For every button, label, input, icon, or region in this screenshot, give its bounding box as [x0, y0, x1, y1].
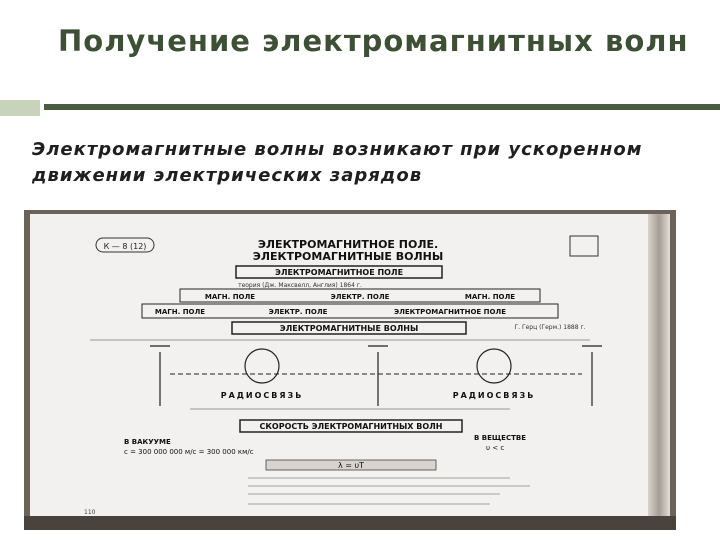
medium-label: В ВЕЩЕСТВЕ — [474, 434, 526, 442]
antenna-right — [582, 346, 602, 406]
title-divider-line — [44, 104, 720, 110]
antenna-middle — [368, 346, 388, 406]
vacuum-label: В ВАКУУМЕ — [124, 438, 171, 446]
diagram-header-line1: ЭЛЕКТРОМАГНИТНОЕ ПОЛЕ. — [257, 238, 439, 251]
field-box-label: ЭЛЕКТРОМАГНИТНОЕ ПОЛЕ — [274, 268, 404, 277]
slide-subtitle: Электромагнитные волны возникают при ускоренном движении электрических зарядов — [32, 139, 643, 186]
scanned-diagram — [30, 214, 670, 526]
slide-title: Получение электромагнитных волн — [58, 24, 689, 58]
wave-circle-left — [245, 349, 279, 383]
waves-box-label: ЭЛЕКТРОМАГНИТНЫЕ ВОЛНЫ — [279, 324, 419, 333]
book-icon — [570, 236, 598, 256]
scanned-page — [30, 214, 670, 526]
diagram-header-line2: ЭЛЕКТРОМАГНИТНЫЕ ВОЛНЫ — [252, 250, 444, 263]
field-magn-right: МАГН. ПОЛЕ — [464, 293, 516, 301]
page-number: 110 — [84, 509, 96, 516]
field-caption: теория (Дж. Максвелл, Англия) 1864 г. — [238, 282, 362, 289]
medium-formula: υ < c — [486, 444, 505, 452]
waves-caption: Г. Герц (Герм.) 1888 г. — [514, 324, 586, 331]
field-magn: МАГН. ПОЛЕ — [204, 293, 256, 301]
scanned-page-binding — [648, 214, 670, 526]
chain-left: МАГН. ПОЛЕ — [154, 308, 206, 316]
scanned-page-shadow — [24, 516, 676, 530]
radio-right: РАДИОСВЯЗЬ — [452, 391, 536, 400]
scanned-diagram-image — [24, 210, 676, 530]
code-badge: К — 8 (12) — [103, 242, 147, 251]
vacuum-formula: c = 300 000 000 м/с = 300 000 км/с — [124, 448, 254, 456]
radio-left: РАДИОСВЯЗЬ — [220, 391, 304, 400]
chain-right: ЭЛЕКТРОМАГНИТНОЕ ПОЛЕ — [393, 308, 507, 316]
speed-box-label: СКОРОСТЬ ЭЛЕКТРОМАГНИТНЫХ ВОЛН — [259, 422, 443, 431]
wave-circle-right — [477, 349, 511, 383]
equation: λ = υT — [337, 461, 365, 470]
chain-mid: ЭЛЕКТР. ПОЛЕ — [268, 308, 328, 316]
field-elektr: ЭЛЕКТР. ПОЛЕ — [330, 293, 390, 301]
title-divider-square — [0, 100, 40, 116]
antenna-left — [150, 346, 170, 406]
